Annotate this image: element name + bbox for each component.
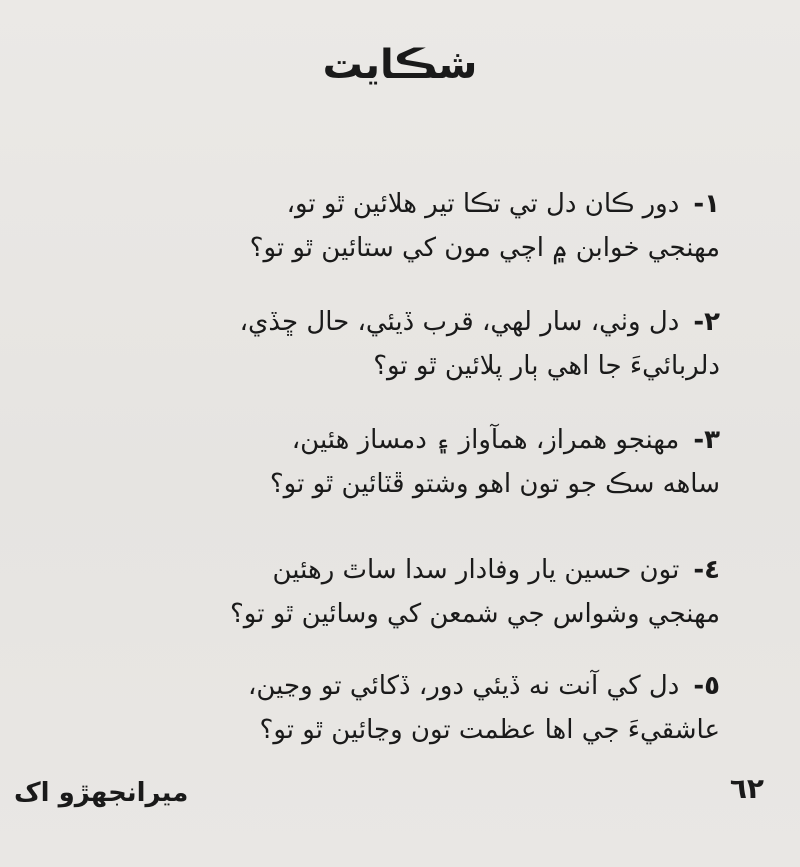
footer-author: ميرانجهڙو اک — [14, 778, 189, 808]
stanza-number: ٣- — [693, 425, 720, 455]
stanza-line: دلربائيءَ جا اهي ٻار پلائين ٿو تو؟ — [373, 351, 720, 381]
stanza-line: ساهه سڪ جو تون اهو وشتو ڦٽائين ٿو تو؟ — [269, 469, 720, 499]
stanza-4 — [80, 548, 720, 636]
stanza-line: مهنجي خوابن ۾ اچي مون کي ستائين ٿو تو؟ — [249, 233, 720, 263]
stanza-number: ٤- — [693, 555, 720, 585]
verse-text: دور ڪان دل تي تڪا تير هلائين ٿو تو، — [286, 189, 680, 219]
stanza-number: ٢- — [693, 307, 720, 337]
stanza-line — [80, 418, 720, 462]
stanza-5 — [80, 664, 720, 752]
stanza-line — [80, 182, 720, 226]
verse-text: دل وٺي، سار لهي، قرب ڏيئي، حال ڇڏي، — [239, 307, 680, 337]
stanza-line — [80, 664, 720, 708]
stanza-3 — [80, 418, 720, 506]
stanza-number: ٥- — [693, 671, 720, 701]
stanza-line — [80, 548, 720, 592]
stanza-2 — [80, 300, 720, 388]
stanza-1 — [80, 182, 720, 270]
verse-text: مهنجو همراز، همآواز ۽ دمساز هئين، — [291, 425, 680, 455]
stanza-line: مهنجي وشواس جي شمعن کي وسائين ٿو تو؟ — [229, 599, 720, 629]
stanza-line: عاشقيءَ جي اها عظمت تون وڃائين ٿو تو؟ — [259, 715, 720, 745]
page-number: ٦٢ — [729, 772, 764, 805]
stanza-number: ١- — [693, 189, 720, 219]
poem-title: شڪايت — [322, 42, 478, 88]
verse-text: دل کي آنت نه ڏيئي دور، ڏکائي تو وڃين، — [248, 671, 680, 701]
stanza-line — [80, 300, 720, 344]
verse-text: تون حسين يار وفادار سدا ساٿ رهئين — [272, 555, 680, 585]
